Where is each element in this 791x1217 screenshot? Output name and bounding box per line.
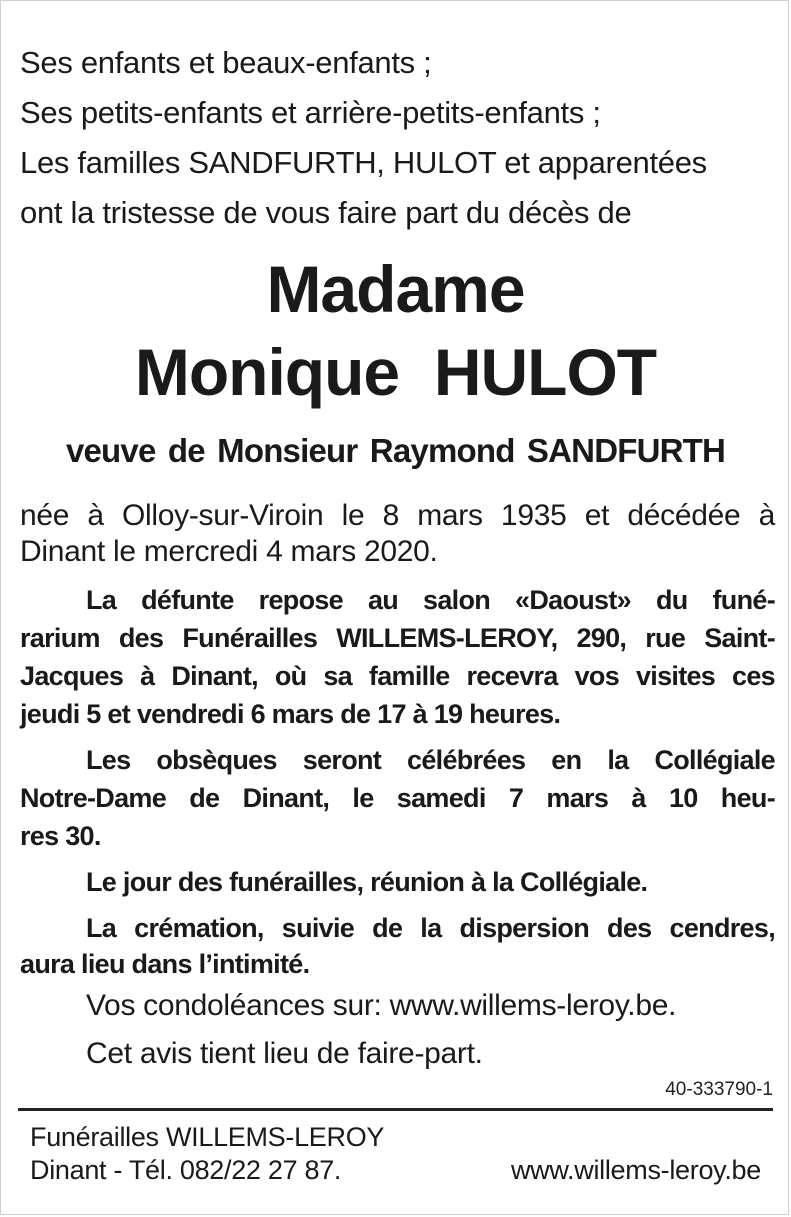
reunion-line: Le jour des funérailles, réunion à la Collégiale. [86, 867, 648, 897]
intro-block [20, 38, 780, 238]
reference-number: 40-333790-1 [665, 1079, 773, 1100]
cremation-line: aura lieu dans l’intimité. [20, 949, 310, 979]
intro-line: ont la tristesse de vous faire part du décès de [20, 195, 632, 230]
footer-address-phone: Dinant - Tél. 082/22 27 87. [30, 1155, 342, 1185]
salon-line: Jacques à Dinant, où sa famille recevra vos visites ces [20, 661, 775, 691]
obseques-line: res 30. [20, 821, 101, 851]
cremation-line: La crémation, suivie de la dispersion des cendres, [86, 913, 775, 943]
widow-of: veuve de Monsieur Raymond SANDFURTH [65, 432, 726, 469]
intro-line: Les familles SANDFURTH, HULOT et apparentées [20, 145, 707, 180]
footer-company: Funérailles WILLEMS-LEROY [30, 1122, 385, 1152]
intro-line: Ses petits-enfants et arrière-petits-enfants ; [20, 95, 601, 130]
footer-website: www.willems-leroy.be [510, 1155, 761, 1185]
obseques-line: Notre-Dame de Dinant, le samedi 7 mars à 10 heu- [20, 783, 775, 813]
deceased-title: Madame [266, 252, 525, 326]
salon-line: La défunte repose au salon «Daoust» du funé- [86, 585, 775, 615]
salon-line: rarium des Funérailles WILLEMS-LEROY, 290, rue Saint- [20, 623, 775, 653]
salon-line: jeudi 5 et vendredi 6 mars de 17 à 19 heures. [20, 699, 561, 729]
footer-divider [18, 1108, 773, 1111]
avis-line: Cet avis tient lieu de faire-part. [86, 1037, 483, 1070]
birth-line: née à Olloy-sur-Viroin le 8 mars 1935 et décédée à [20, 499, 775, 532]
deceased-name: Monique HULOT [134, 335, 657, 409]
birth-line: Dinant le mercredi 4 mars 2020. [20, 535, 438, 568]
obseques-line: Les obsèques seront célébrées en la Collégiale [86, 745, 775, 775]
intro-line: Ses enfants et beaux-enfants ; [20, 45, 432, 80]
condoleances-line: Vos condoléances sur: www.willems-leroy.be. [86, 989, 677, 1022]
